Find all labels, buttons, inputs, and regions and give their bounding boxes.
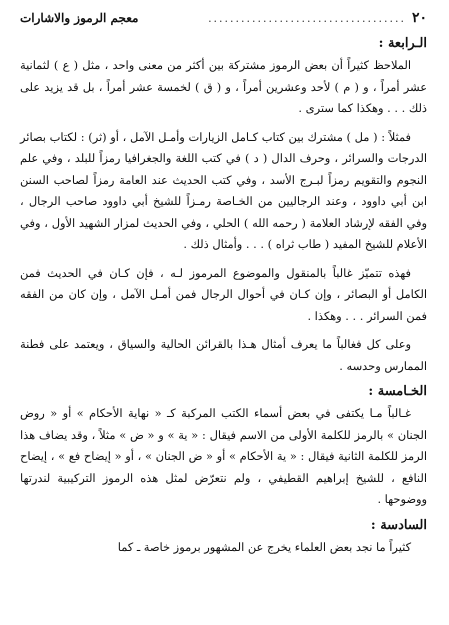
section-heading-fifth: الخـامسة : bbox=[368, 384, 427, 399]
paragraph: وعلى كل فغالباً ما يعرف أمثال هـذا بالقرائن الحالية والسياق ، ويعتمد على فطنة الممارس وحدسه . bbox=[20, 337, 427, 373]
section-heading-sixth: السادسة : bbox=[370, 517, 427, 533]
dot-leader: .................................... bbox=[208, 12, 406, 25]
paragraph: كثيراً ما نجد بعض العلماء يخرج عن المشهور برموز خاصة ـ كما bbox=[117, 539, 411, 554]
paragraph: غـالباً مـا يكتفى في بعض أسماء الكتب المركبة كـ « نهاية الأحكام » أو « روض الجنان » بالرمز للكلمة الأولى من الاسم فيقال : « ية » و « ض » مثلاً ، وقد يضاف هذا الرمز للكلمة الثانية فيقال : « ية الأحكام » أو « ض الجنان » ، أو « إيضاح فع » ، إيضاح النافع ، للشيخ إبراهيم القطيفي ، ولم نتعرّض لمثل هذه الرموز التركيبية لندرتها ووضوحها . bbox=[20, 406, 427, 506]
page-header bbox=[20, 10, 427, 26]
running-title: معجم الرموز والاشارات bbox=[20, 11, 139, 25]
section-heading-fourth: الـرابعة : bbox=[378, 36, 427, 51]
paragraph: الملاحظ كثيراً أن بعض الرموز مشتركة بين أكثر من معنى واحد ، مثل ( ع ) لثمانية عشر أمراً ، و ( م ) لأحد وعشرين أمراً ، و ( ق ) لخمسة عشر أمراً ، بل قد يزيد على ذلك . . . وهكذا كما سترى . bbox=[20, 58, 427, 115]
page-number: ٢٠ bbox=[411, 10, 427, 26]
paragraph: فهذه تتميّز غالباً بالمنقول والموضوع المرموز لـه ، فإن كـان في الحديث فمن الكامل أو البصائر ، وإن كـان في أحوال الرجال فمن أمـل الآمل ، وإن كان من الفقه فمن السرائر . . . وهكذا . bbox=[20, 265, 427, 323]
paragraph: فمثلاً : ( مل ) مشترك بين كتاب كـامل الزيارات وأمـل الآمل ، أو (ثر) : لكتاب بصائر الدرجات والسرائر ، وحرف الدال ( د ) في كتب اللغة والجغرافيا رمزاً للبلد ، وفي علم النجوم والتقويم رمزاً لبـرج الأسد ، وفي كتب الحديث عند العامة رمزاً لصاحب السنن ابن أبي داوود ، وعند الرجاليين من الخـاصة رمـزاً للشيخ أبي داوود صاحب الرجال ، وفي الفقه لإرشاد العلامة ( رحمه الله ) الحلي ، وفي الحديث لمزار الشهيد الأول ، وفي الأعلام للشيخ المفيد ( طاب ثراه ) . . . وأمثال ذلك . bbox=[20, 129, 427, 251]
